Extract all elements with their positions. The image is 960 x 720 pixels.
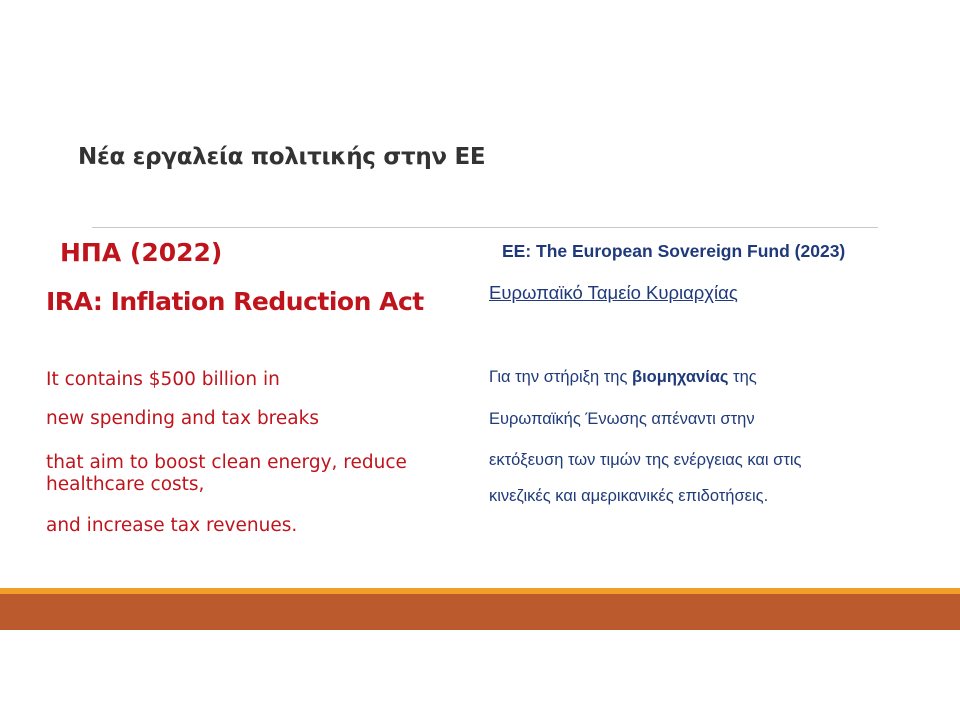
right-text-line-1-pre: Για την στήριξη της (489, 368, 633, 386)
left-text-line-1: It contains $500 billion in (46, 369, 280, 390)
right-text-line-4: κινεζικές και αμερικανικές επιδοτήσεις. (489, 487, 769, 505)
right-text-industry-bold: βιομηχανίας (632, 368, 729, 386)
right-text-line-2: Ευρωπαϊκής Ένωσης απέναντι στην (489, 410, 755, 428)
sovereign-fund-link[interactable]: Ευρωπαϊκό Ταμείο Κυριαρχίας (489, 282, 738, 303)
left-text-line-2: new spending and tax breaks (46, 408, 319, 429)
left-text-line-3: that aim to boost clean energy, reduce healthcare costs, (46, 452, 407, 495)
left-text-line-4: and increase tax revenues. (46, 515, 298, 536)
right-text-line-1-post: της (728, 368, 757, 386)
right-text-line-3: εκτόξευση των τιμών της ενέργειας και στις (489, 451, 802, 469)
footer-band-thick (0, 594, 960, 630)
slide-title: Νέα εργαλεία πολιτικής στην ΕΕ (78, 144, 486, 170)
left-heading: ΗΠΑ (2022) (60, 238, 223, 267)
title-divider (92, 227, 878, 228)
right-heading: EE: The European Sovereign Fund (2023) (502, 241, 846, 261)
left-subheading: IRA: Inflation Reduction Act (46, 287, 424, 316)
right-text-line-1 (489, 368, 757, 387)
